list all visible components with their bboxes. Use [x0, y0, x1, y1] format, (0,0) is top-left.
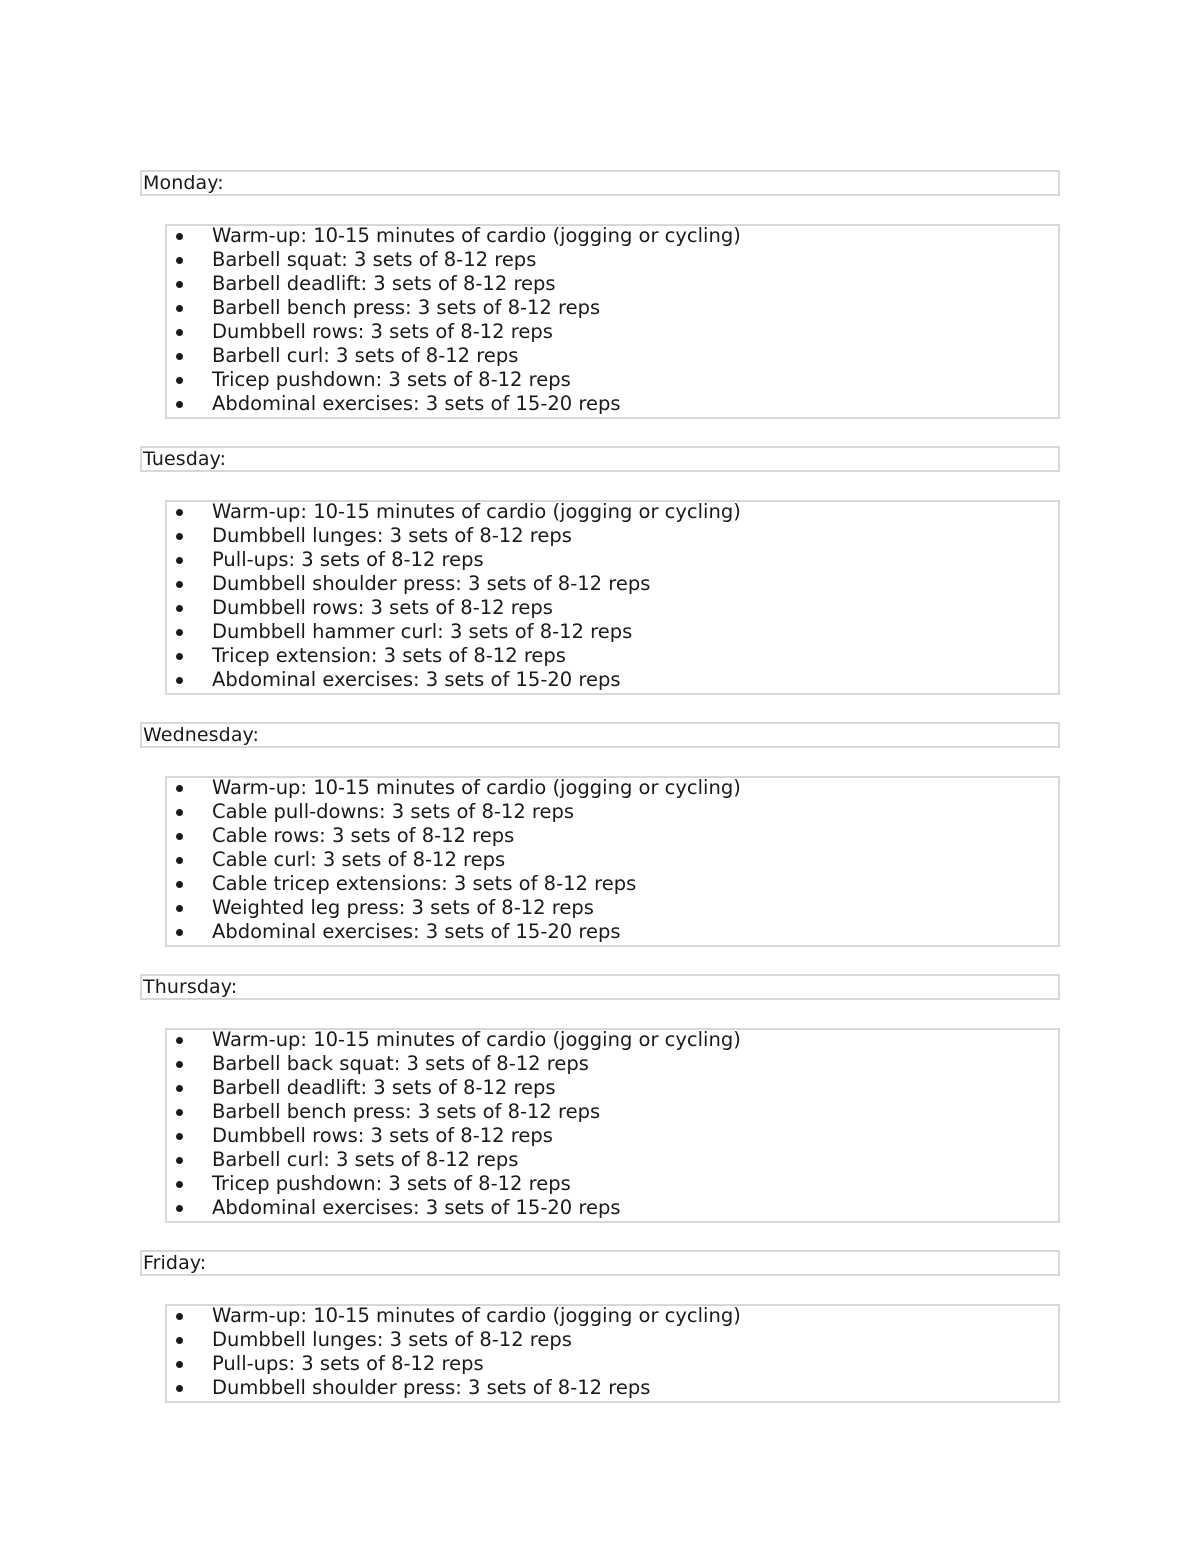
- list-item: [167, 501, 1058, 525]
- exercise-text: Cable curl: 3 sets of 8-12 reps: [212, 848, 506, 871]
- list-item: [167, 825, 1058, 849]
- list-item: [167, 369, 1058, 393]
- exercise-list: [165, 500, 1060, 695]
- list-item: [167, 873, 1058, 897]
- bullet-icon: [176, 857, 183, 864]
- list-item: [167, 273, 1058, 297]
- exercise-text: Tricep pushdown: 3 sets of 8-12 reps: [212, 1172, 571, 1195]
- list-item: [167, 1149, 1058, 1173]
- bullet-icon: [176, 353, 183, 360]
- list-item: [167, 525, 1058, 549]
- bullet-icon: [176, 653, 183, 660]
- bullet-icon: [176, 1181, 183, 1188]
- bullet-icon: [176, 677, 183, 684]
- day-section-friday: [140, 1250, 1060, 1403]
- bullet-icon: [176, 1085, 183, 1092]
- exercise-text: Barbell curl: 3 sets of 8-12 reps: [212, 1148, 519, 1171]
- exercise-text: Warm-up: 10-15 minutes of cardio (jogging or cycling): [212, 776, 741, 799]
- list-item: [167, 249, 1058, 273]
- bullet-icon: [176, 533, 183, 540]
- exercise-text: Barbell squat: 3 sets of 8-12 reps: [212, 248, 537, 271]
- bullet-icon: [176, 1361, 183, 1368]
- exercise-text: Cable rows: 3 sets of 8-12 reps: [212, 824, 515, 847]
- list-item: [167, 1377, 1058, 1401]
- bullet-icon: [176, 1205, 183, 1212]
- exercise-text: Warm-up: 10-15 minutes of cardio (jogging or cycling): [212, 500, 741, 523]
- bullet-icon: [176, 281, 183, 288]
- bullet-icon: [176, 1313, 183, 1320]
- day-heading: Thursday:: [140, 974, 1060, 1000]
- exercise-text: Dumbbell shoulder press: 3 sets of 8-12 reps: [212, 1376, 651, 1399]
- exercise-text: Cable pull-downs: 3 sets of 8-12 reps: [212, 800, 575, 823]
- exercise-text: Tricep pushdown: 3 sets of 8-12 reps: [212, 368, 571, 391]
- exercise-text: Warm-up: 10-15 minutes of cardio (jogging or cycling): [212, 1304, 741, 1327]
- day-section-wednesday: [140, 722, 1060, 947]
- bullet-icon: [176, 233, 183, 240]
- list-item: [167, 1053, 1058, 1077]
- exercise-text: Pull-ups: 3 sets of 8-12 reps: [212, 548, 484, 571]
- list-item: [167, 549, 1058, 573]
- bullet-icon: [176, 329, 183, 336]
- list-item: [167, 597, 1058, 621]
- bullet-icon: [176, 1109, 183, 1116]
- exercise-text: Barbell deadlift: 3 sets of 8-12 reps: [212, 1076, 556, 1099]
- exercise-text: Dumbbell rows: 3 sets of 8-12 reps: [212, 1124, 553, 1147]
- exercise-text: Dumbbell rows: 3 sets of 8-12 reps: [212, 320, 553, 343]
- list-item: [167, 1029, 1058, 1053]
- exercise-text: Warm-up: 10-15 minutes of cardio (jogging or cycling): [212, 1028, 741, 1051]
- exercise-text: Pull-ups: 3 sets of 8-12 reps: [212, 1352, 484, 1375]
- list-item: [167, 1077, 1058, 1101]
- day-heading: Tuesday:: [140, 446, 1060, 472]
- bullet-icon: [176, 377, 183, 384]
- list-item: [167, 1125, 1058, 1149]
- exercise-list: [165, 224, 1060, 419]
- bullet-icon: [176, 605, 183, 612]
- bullet-icon: [176, 1133, 183, 1140]
- exercise-list: [165, 776, 1060, 947]
- exercise-text: Dumbbell hammer curl: 3 sets of 8-12 reps: [212, 620, 633, 643]
- list-item: [167, 225, 1058, 249]
- exercise-text: Abdominal exercises: 3 sets of 15-20 reps: [212, 668, 621, 691]
- exercise-text: Dumbbell lunges: 3 sets of 8-12 reps: [212, 524, 572, 547]
- bullet-icon: [176, 557, 183, 564]
- bullet-icon: [176, 905, 183, 912]
- list-item: [167, 1353, 1058, 1377]
- exercise-text: Barbell bench press: 3 sets of 8-12 reps: [212, 1100, 601, 1123]
- list-item: [167, 645, 1058, 669]
- list-item: [167, 669, 1058, 693]
- exercise-text: Dumbbell lunges: 3 sets of 8-12 reps: [212, 1328, 572, 1351]
- exercise-text: Barbell deadlift: 3 sets of 8-12 reps: [212, 272, 556, 295]
- bullet-icon: [176, 1157, 183, 1164]
- list-item: [167, 621, 1058, 645]
- list-item: [167, 921, 1058, 945]
- bullet-icon: [176, 509, 183, 516]
- list-item: [167, 297, 1058, 321]
- exercise-text: Barbell bench press: 3 sets of 8-12 reps: [212, 296, 601, 319]
- exercise-list: [165, 1028, 1060, 1223]
- list-item: [167, 849, 1058, 873]
- list-item: [167, 573, 1058, 597]
- exercise-text: Barbell curl: 3 sets of 8-12 reps: [212, 344, 519, 367]
- exercise-text: Abdominal exercises: 3 sets of 15-20 reps: [212, 920, 621, 943]
- list-item: [167, 897, 1058, 921]
- list-item: [167, 1197, 1058, 1221]
- bullet-icon: [176, 1385, 183, 1392]
- bullet-icon: [176, 809, 183, 816]
- exercise-text: Cable tricep extensions: 3 sets of 8-12 reps: [212, 872, 637, 895]
- bullet-icon: [176, 257, 183, 264]
- list-item: [167, 345, 1058, 369]
- list-item: [167, 1305, 1058, 1329]
- bullet-icon: [176, 1337, 183, 1344]
- bullet-icon: [176, 401, 183, 408]
- list-item: [167, 801, 1058, 825]
- day-section-monday: [140, 170, 1060, 419]
- bullet-icon: [176, 305, 183, 312]
- exercise-text: Weighted leg press: 3 sets of 8-12 reps: [212, 896, 594, 919]
- bullet-icon: [176, 581, 183, 588]
- list-item: [167, 1173, 1058, 1197]
- bullet-icon: [176, 833, 183, 840]
- bullet-icon: [176, 1037, 183, 1044]
- exercise-text: Warm-up: 10-15 minutes of cardio (jogging or cycling): [212, 224, 741, 247]
- exercise-list: [165, 1304, 1060, 1403]
- bullet-icon: [176, 629, 183, 636]
- list-item: [167, 1101, 1058, 1125]
- day-section-thursday: [140, 974, 1060, 1223]
- bullet-icon: [176, 881, 183, 888]
- list-item: [167, 1329, 1058, 1353]
- exercise-text: Abdominal exercises: 3 sets of 15-20 reps: [212, 392, 621, 415]
- list-item: [167, 393, 1058, 417]
- day-heading: Wednesday:: [140, 722, 1060, 748]
- exercise-text: Abdominal exercises: 3 sets of 15-20 reps: [212, 1196, 621, 1219]
- list-item: [167, 777, 1058, 801]
- exercise-text: Barbell back squat: 3 sets of 8-12 reps: [212, 1052, 589, 1075]
- bullet-icon: [176, 785, 183, 792]
- list-item: [167, 321, 1058, 345]
- exercise-text: Dumbbell rows: 3 sets of 8-12 reps: [212, 596, 553, 619]
- day-heading: Friday:: [140, 1250, 1060, 1276]
- day-heading: Monday:: [140, 170, 1060, 196]
- exercise-text: Dumbbell shoulder press: 3 sets of 8-12 reps: [212, 572, 651, 595]
- bullet-icon: [176, 929, 183, 936]
- exercise-text: Tricep extension: 3 sets of 8-12 reps: [212, 644, 566, 667]
- day-section-tuesday: [140, 446, 1060, 695]
- bullet-icon: [176, 1061, 183, 1068]
